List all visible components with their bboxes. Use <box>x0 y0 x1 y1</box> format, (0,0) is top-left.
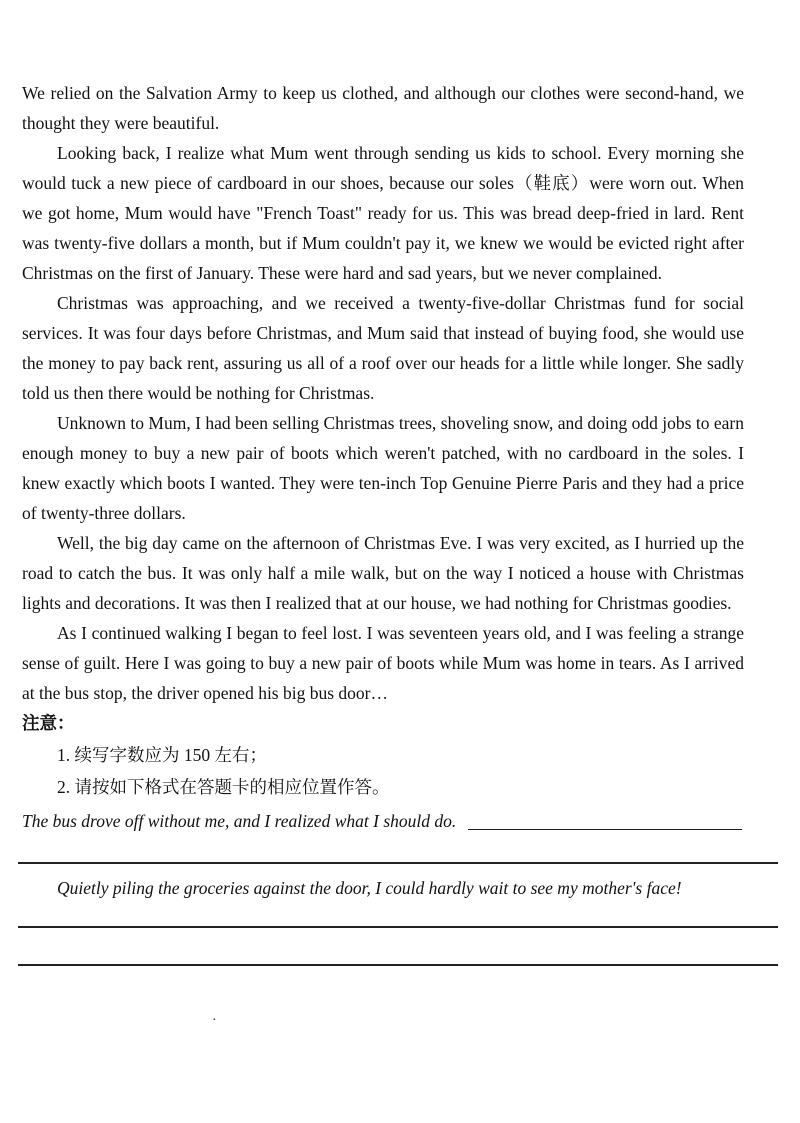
writing-line-3 <box>18 964 778 966</box>
prompt-sentence-2: Quietly piling the groceries against the door, I could hardly wait to see my mother's face! <box>57 878 682 898</box>
paragraph-2: Looking back, I realize what Mum went through sending us kids to school. Every morning she would tuck a new piece of cardboard in our shoes, because our soles（鞋底）were worn out. When we got home, Mum would have "French Toast" ready for us. This was bread deep-fried in lard. Rent was twenty-five dollars a month, but if Mum couldn't pay it, we knew we would be evicted right after Christmas on the first of January. These were hard and sad years, but we never complained. <box>22 143 744 283</box>
prompt-sentence-1: The bus drove off without me, and I realized what I should do. <box>22 811 457 831</box>
notice-label: 注意： <box>22 713 75 733</box>
writing-line-1 <box>18 862 778 864</box>
notice-item-1: 1. 续写字数应为 150 左右； <box>57 745 267 765</box>
stray-mark: · <box>212 1013 217 1028</box>
notice-item-2: 2. 请按如下格式在答题卡的相应位置作答。 <box>57 777 390 797</box>
paragraph-4: Unknown to Mum, I had been selling Christmas trees, shoveling snow, and doing odd jobs to earn enough money to buy a new pair of boots which weren't patched, with no cardboard in the soles. I knew exactly which boots I wanted. They were ten-inch Top Genuine Pierre Paris and they had a price of twenty-three dollars. <box>22 413 744 523</box>
notice-section <box>22 708 744 803</box>
paragraph-3: Christmas was approaching, and we received a twenty-five-dollar Christmas fund for social services. It was four days before Christmas, and Mum said that instead of buying food, she would use the money to pay back rent, assuring us all of a roof over our heads for a little while longer. She sadly told us then there would be nothing for Christmas. <box>22 293 744 403</box>
prompt-row <box>22 806 744 836</box>
paragraph-5: Well, the big day came on the afternoon of Christmas Eve. I was very excited, as I hurried up the road to catch the bus. It was only half a mile walk, but on the way I noticed a house with Christmas lights and decorations. It was then I realized that at our house, we had nothing for Christmas goodies. <box>22 533 744 613</box>
paragraph-6: As I continued walking I began to feel lost. I was seventeen years old, and I was feeling a strange sense of guilt. Here I was going to buy a new pair of boots while Mum was home in tears. As I arrived at the bus stop, the driver opened his big bus door… <box>22 623 744 703</box>
paragraph-1: We relied on the Salvation Army to keep us clothed, and although our clothes were second-hand, we thought they were beautiful. <box>22 83 744 133</box>
answer-blank-line <box>468 828 742 830</box>
writing-line-2 <box>18 926 778 928</box>
